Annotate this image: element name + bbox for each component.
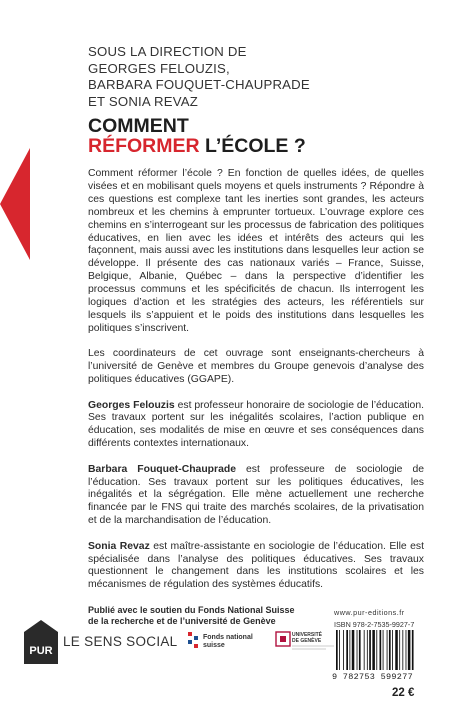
- bio-name: Sonia Revaz: [88, 540, 150, 552]
- fns-line: Fonds national: [203, 634, 253, 641]
- barcode-image: [332, 630, 426, 670]
- coordinators-paragraph: Les coordinateurs de cet ouvrage sont enseignants-chercheurs à l’université de Genève et membres du Groupe genevois d’analyse des politiques éducatives (GGAPE).: [88, 348, 424, 386]
- fns-line: suisse: [203, 642, 225, 649]
- support-line: de la recherche et de l’université de Genève: [88, 616, 276, 626]
- series-name: LE SENS SOCIAL: [63, 634, 178, 649]
- support-line: Publié avec le soutien du Fonds National Suisse: [88, 605, 295, 615]
- pur-logo-icon: [24, 620, 58, 664]
- barcode-number: 9 782753 599277: [332, 672, 414, 682]
- unige-line: UNIVERSITÉ: [292, 632, 323, 638]
- title-line-1: COMMENT: [88, 115, 189, 137]
- support-notice: [88, 605, 328, 627]
- bio-name: Georges Felouzis: [88, 399, 175, 411]
- summary-paragraph: Comment réformer l’école ? En fonction de quelles idées, de quelles visées et en mobilisant quels moyens et quels instruments ? Répondre à ces questions est complexe tant les inerties sont grandes, les acteurs nombreux et les chemins à emprunter tortueux. L’ouvrage explore ces chemins en s’interrogeant sur les processus de fabrication des politiques éducatives, en lien avec les idées et intérêts des acteurs qui les façonnent, mais aussi avec les institutions dans lesquelles leur action se développe. Il présente des cas nationaux variés – France, Suisse, Belgique, Albanie, Québec – dans la perspective d’identifier les processus communs et les spécificités de chacun. Ils interrogent les logiques d’action et les stratégies des acteurs, les référentiels sur lesquels ils s’appuient et le poids des institutions dans lesquelles les politiques s’inscrivent.: [88, 168, 424, 334]
- red-triangle-decoration: [0, 148, 30, 260]
- bio-revaz: [88, 541, 424, 593]
- bio-fouquet: [88, 464, 424, 529]
- isbn-text: ISBN 978-2-7535-9927-7: [334, 620, 415, 629]
- editor-line: SOUS LA DIRECTION DE: [88, 44, 247, 59]
- title-rest: L’ÉCOLE ?: [199, 135, 306, 157]
- title-line-2: [88, 136, 428, 156]
- book-title: [88, 116, 428, 156]
- bio-text: est professeur honoraire de sociologie de l’éducation. Ses travaux portent sur les inégalités scolaires, l’action publique en éducation, ses modalités de mise en œuvre et ses conséquences dans différents contextes internationaux.: [88, 399, 424, 450]
- price: 22 €: [392, 687, 415, 699]
- bio-felouzis: [88, 400, 424, 452]
- bio-name: Barbara Fouquet-Chauprade: [88, 463, 236, 475]
- bio-text: est professeure de sociologie de l’éducation. Ses travaux portent sur les politiques éducatives, les inégalités et la ségrégation. Elle mène actuellement une recherche financée par le FNS qui traite des marchés scolaires, de la privatisation et de la marchandisation de l’éducation.: [88, 463, 424, 527]
- bio-text: est maître-assistante en sociologie de l’éducation. Elle est spécialisée dans l’analyse des politiques éducatives. Ses travaux questionnent le changement dans les institutions scolaires et les mécanismes de régulation des systèmes éducatifs.: [88, 540, 424, 591]
- publisher-website: www.pur-editions.fr: [334, 608, 405, 617]
- fns-label: [203, 634, 253, 650]
- unige-line: DE GENÈVE: [292, 638, 322, 644]
- pur-logo-text: PUR: [29, 645, 53, 657]
- title-red-word: RÉFORMER: [88, 135, 200, 157]
- editor-line: ET SONIA REVAZ: [88, 93, 199, 109]
- editors-block: [88, 44, 418, 110]
- back-cover-text: [88, 168, 424, 605]
- editor-line: GEORGES FELOUZIS,: [88, 60, 230, 76]
- unige-label: [292, 632, 322, 644]
- editor-line: BARBARA FOUQUET-CHAUPRADE: [88, 77, 310, 92]
